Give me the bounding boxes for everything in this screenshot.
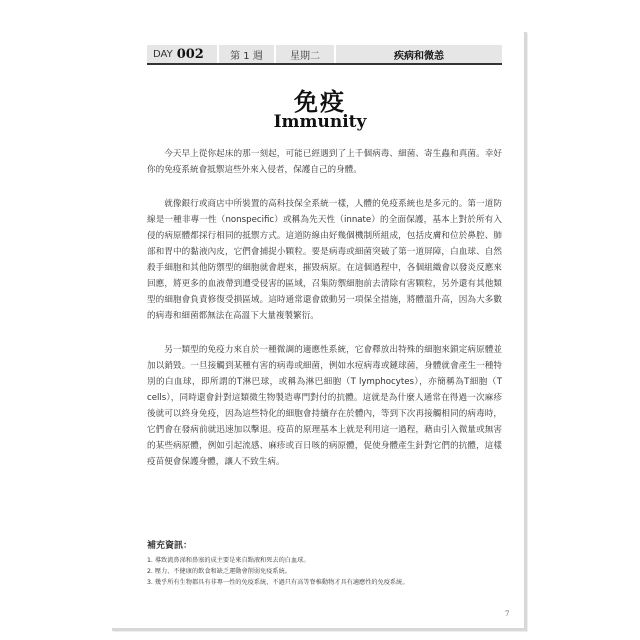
chapter-header bbox=[147, 45, 502, 65]
weekday-label: 星期二 bbox=[276, 45, 334, 63]
page-number: 7 bbox=[505, 610, 510, 618]
paragraph-intro: 今天早上從你起床的那一刻起，可能已經遇到了上千個病毒、細菌、寄生蟲和真菌。幸好你的免疫系統會抵禦這些外來入侵者，保護自己的身體。 bbox=[147, 149, 502, 175]
supplementary-item: 2. 壓力、不健康的飲食和缺乏運動會削弱免疫系統。 bbox=[147, 568, 291, 575]
day-number: 002 bbox=[176, 46, 204, 62]
supplementary-heading: 補充資訊： bbox=[147, 541, 193, 551]
topic-label: 疾病和微恙 bbox=[336, 45, 502, 63]
page-title-chinese: 免疫 bbox=[294, 87, 346, 116]
supplementary-info bbox=[147, 538, 502, 588]
supplementary-item: 1. 導致流鼻涕和鼻塞的成主要是來自點液和死去的白血球。 bbox=[147, 557, 310, 564]
week-label: 第 1 週 bbox=[219, 45, 274, 63]
page-title-english: Immunity bbox=[273, 112, 367, 132]
paragraph-innate-immunity: 就像銀行或商店中所裝置的高科技保全系統一樣，人體的免疫系統也是多元的。第一道防線是一種非專一性（nonspecific）或稱為先天性（innate）的全面保護，基本上對於所有入侵的病原體都採行相同的抵禦方式。這道防線由好幾個機制所組成，包括皮膚和位於鼻腔、肺部和胃中的黏液內皮，它們會捕捉小顆粒。要是病毒或細菌突破了第一道屏障，白血球、自然殺手細胞和其他防禦型的細胞就會趕來，摧毀病原。在這個過程中，各個組織會以發炎反應來回應，將更多的血液帶到遭受侵害的區域，召集防禦細胞前去清除有害顆粒，另外還有其他類型的細胞會負責修復受損區域。這時通常還會啟動另一項保全措施，將體溫升高，因為大多數的病毒和細菌都無法在高溫下大量複製繁衍。 bbox=[147, 199, 502, 321]
paragraph-adaptive-immunity: 另一類型的免疫力來自於一種微調的適應性系統，它會釋放出特殊的細胞來鎖定病原體並加以銷毀。一旦接觸到某種有害的病毒或細菌，例如水痘病毒或鏈球菌，身體就會產生一種特別的白血球，即所謂的T淋巴球，或稱為淋巴細胞（T lymphocytes），亦簡稱為T細胞（T cells），同時還會針對這類微生物製造專門對付的抗體。這就是為什麼人通常在得過一次麻疹後就可以終身免疫，因為這些特化的細胞會持續存在於體內，等到下次再接觸相同的病毒時，它們會在發病前就迅速加以擊退。疫苗的原理基本上就是利用這一過程，藉由引入微量或無害的某些病原體，例如引起流感、麻疹或百日咳的病原體，促使身體產生針對它們的抗體，這樣疫苗便會保護身體，讓人不致生病。 bbox=[147, 345, 502, 467]
supplementary-item: 3. 幾乎所有生物都具有非專一性的免疫系統，不過只有高等脊椎動物才具有適應性的免疫系統。 bbox=[147, 579, 409, 586]
day-badge bbox=[147, 45, 217, 63]
day-label: DAY bbox=[153, 48, 173, 60]
article-body bbox=[147, 146, 502, 488]
